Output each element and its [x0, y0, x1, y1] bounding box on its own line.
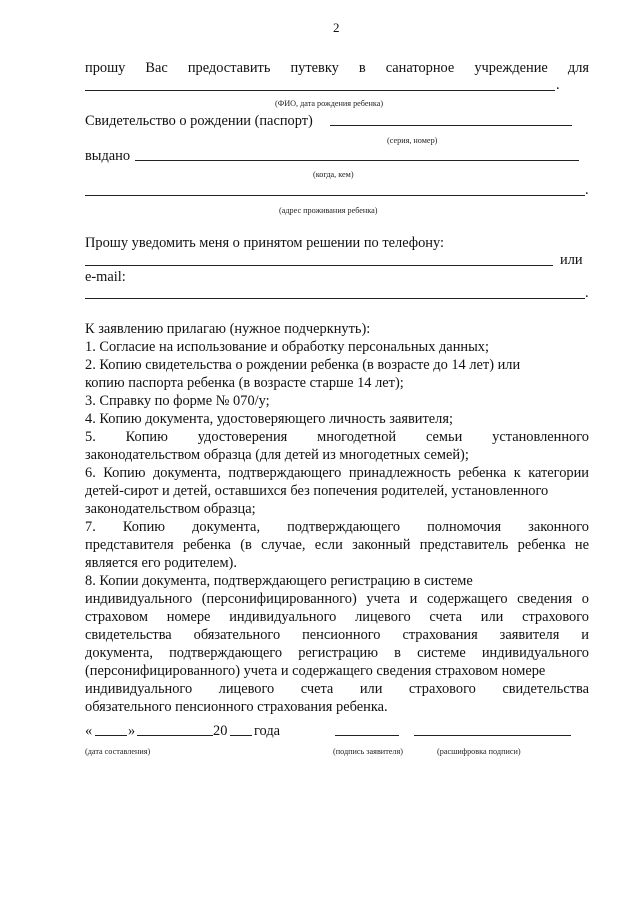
- attach-item-6-line-2: детей-сирот и детей, оставшихся без попечения родителей, установленного: [85, 483, 549, 499]
- caption-child: (ФИО, дата рождения ребенка): [275, 99, 384, 108]
- attach-header: К заявлению прилагаю (нужное подчеркнуть):: [85, 321, 371, 337]
- attach-item-7-line-3: является его родителем).: [85, 555, 237, 571]
- attach-item-8-line-7: индивидуального лицевого счета или страхового свидетельства: [85, 681, 589, 697]
- email-field[interactable]: [85, 298, 585, 299]
- attach-item-8-line-5: документа, подтверждающего регистрацию в системе индивидуального: [85, 645, 589, 661]
- or-word: или: [560, 252, 583, 268]
- attach-item-8-line-6: (персонифицированного) учета и содержащего сведения страховом номере: [85, 663, 546, 679]
- attach-item-6-line-3: законодательством образца;: [85, 501, 256, 517]
- address-end-dot: .: [585, 182, 589, 198]
- address-field[interactable]: [85, 195, 585, 196]
- signature-decoding-field[interactable]: [414, 735, 571, 736]
- attach-item-5-line-2: законодательством образца (для детей из многодетных семей);: [85, 447, 469, 463]
- attach-item-7-line-1: 7. Копию документа, подтверждающего полномочия законного: [85, 519, 589, 535]
- attach-item-8-line-2: индивидуального (персонифицированного) учета и содержащего сведения о: [85, 591, 589, 607]
- date-close-quote: »: [128, 723, 136, 739]
- attach-item-8-line-1: 8. Копии документа, подтверждающего регистрацию в системе: [85, 573, 473, 589]
- attach-item-8-line-3: страховом номере индивидуального лицевого счета или страхового: [85, 609, 589, 625]
- caption-decoding: (расшифровка подписи): [437, 747, 521, 756]
- date-year-field[interactable]: [230, 735, 252, 736]
- birth-cert-label: Свидетельство о рождении (паспорт): [85, 113, 313, 129]
- date-year-suffix: года: [254, 723, 281, 739]
- attach-item-4: 4. Копию документа, удостоверяющего личность заявителя;: [85, 411, 453, 427]
- notify-line: Прошу уведомить меня о принятом решении по телефону:: [85, 235, 444, 251]
- birth-cert-field[interactable]: [330, 125, 572, 126]
- page-number: 2: [333, 20, 340, 35]
- email-label: e-mail:: [85, 269, 126, 285]
- attach-item-1: 1. Согласие на использование и обработку персональных данных;: [85, 339, 489, 355]
- caption-series: (серия, номер): [387, 136, 438, 145]
- email-end-dot: .: [585, 285, 589, 301]
- caption-signature: (подпись заявителя): [333, 747, 403, 756]
- date-month-field[interactable]: [137, 735, 213, 736]
- request-line: прошу Вас предоставить путевку в санаторное учреждение для: [85, 60, 589, 76]
- date-open-quote: «: [85, 723, 93, 739]
- attach-item-2-line-1: 2. Копию свидетельства о рождении ребенка (в возрасте до 14 лет) или: [85, 357, 521, 373]
- caption-issued: (когда, кем): [313, 170, 354, 179]
- caption-date: (дата составления): [85, 747, 151, 756]
- attach-item-5-line-1: 5. Копию удостоверения многодетной семьи установленного: [85, 429, 589, 445]
- line-end-dot: .: [556, 77, 560, 93]
- attach-item-6-line-1: 6. Копию документа, подтверждающего принадлежность ребенка к категории: [85, 465, 589, 481]
- attach-item-7-line-2: представителя ребенка (в случае, если законный представитель ребенка не: [85, 537, 589, 553]
- phone-field[interactable]: [85, 265, 553, 266]
- issued-label: выдано: [85, 148, 131, 164]
- attach-item-3: 3. Справку по форме № 070/у;: [85, 393, 270, 409]
- signature-field[interactable]: [335, 735, 399, 736]
- attach-item-8-line-4: свидетельства обязательного пенсионного страхования заявителя и: [85, 627, 589, 643]
- date-day-field[interactable]: [95, 735, 127, 736]
- attach-item-2-line-2: копию паспорта ребенка (в возрасте старше 14 лет);: [85, 375, 404, 391]
- issued-field[interactable]: [135, 160, 579, 161]
- child-name-field[interactable]: [85, 90, 555, 91]
- date-year-prefix: 20: [213, 723, 228, 739]
- attach-item-8-line-8: обязательного пенсионного страхования ребенка.: [85, 699, 388, 715]
- caption-address: (адрес проживания ребенка): [279, 206, 378, 215]
